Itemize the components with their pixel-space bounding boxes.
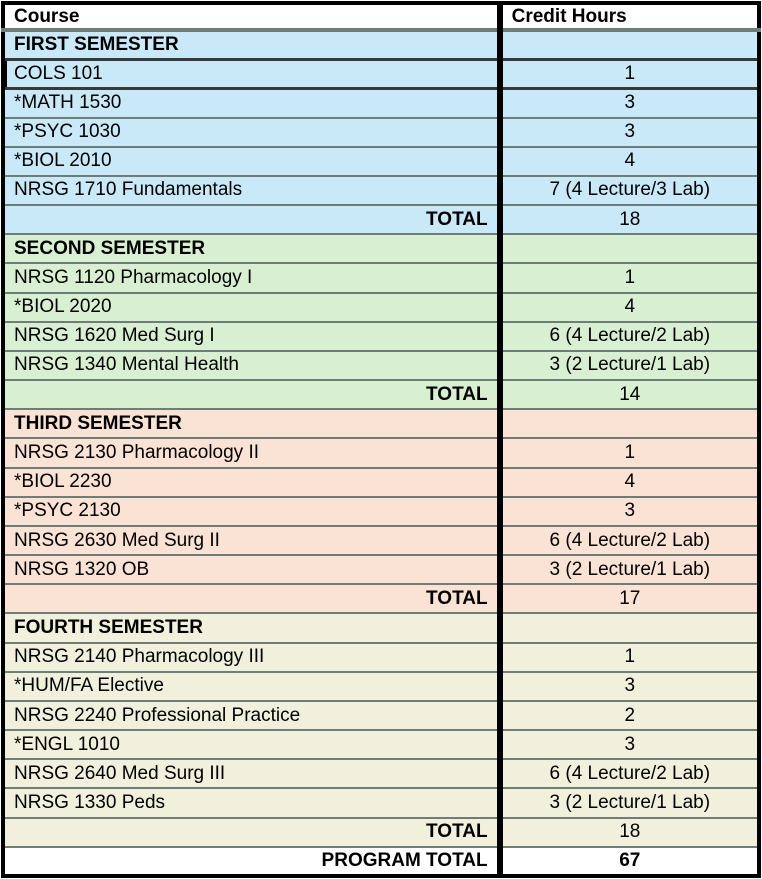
program-total-label-cell: PROGRAM TOTAL xyxy=(3,847,500,876)
course-cell: NRSG 2630 Med Surg II xyxy=(3,526,500,555)
course-cell: *PSYC 1030 xyxy=(3,118,500,147)
credit-hours-column-header: Credit Hours xyxy=(500,3,759,30)
credit-hours-cell: 3 xyxy=(500,672,759,701)
semester-total-row xyxy=(3,584,759,613)
course-row xyxy=(3,59,759,88)
course-cell: NRSG 1620 Med Surg I xyxy=(3,322,500,351)
course-column-header: Course xyxy=(3,3,500,30)
total-label-cell: TOTAL xyxy=(3,380,500,409)
credit-hours-cell: 1 xyxy=(500,263,759,292)
credit-hours-cell: 3 xyxy=(500,88,759,117)
course-cell: NRSG 2640 Med Surg III xyxy=(3,759,500,788)
semester-total-row xyxy=(3,818,759,847)
course-row xyxy=(3,759,759,788)
course-row xyxy=(3,293,759,322)
course-row xyxy=(3,701,759,730)
course-cell: NRSG 1320 OB xyxy=(3,555,500,584)
course-cell: NRSG 1710 Fundamentals xyxy=(3,176,500,205)
credit-hours-cell: 6 (4 Lecture/2 Lab) xyxy=(500,526,759,555)
course-cell: *HUM/FA Elective xyxy=(3,672,500,701)
course-cell: *BIOL 2230 xyxy=(3,468,500,497)
credit-hours-cell: 3 (2 Lecture/1 Lab) xyxy=(500,555,759,584)
curriculum-table xyxy=(1,1,761,878)
course-cell: COLS 101 xyxy=(3,59,500,88)
semester-title-cell: FOURTH SEMESTER xyxy=(3,613,500,642)
program-total-value-cell: 67 xyxy=(500,847,759,876)
course-row xyxy=(3,526,759,555)
total-label-cell: TOTAL xyxy=(3,584,500,613)
credit-hours-cell: 1 xyxy=(500,438,759,467)
semester-title-credit-cell xyxy=(500,30,759,59)
course-row xyxy=(3,263,759,292)
total-value-cell: 14 xyxy=(500,380,759,409)
total-value-cell: 18 xyxy=(500,818,759,847)
course-cell: *PSYC 2130 xyxy=(3,497,500,526)
course-row xyxy=(3,322,759,351)
credit-hours-cell: 3 (2 Lecture/1 Lab) xyxy=(500,788,759,817)
credit-hours-cell: 4 xyxy=(500,468,759,497)
credit-hours-cell: 3 xyxy=(500,730,759,759)
course-cell: *MATH 1530 xyxy=(3,88,500,117)
semester-header-row xyxy=(3,409,759,438)
course-cell: NRSG 1120 Pharmacology I xyxy=(3,263,500,292)
course-row xyxy=(3,788,759,817)
total-value-cell: 18 xyxy=(500,205,759,234)
program-total-row xyxy=(3,847,759,876)
course-row xyxy=(3,351,759,380)
course-cell: *BIOL 2010 xyxy=(3,147,500,176)
course-row xyxy=(3,497,759,526)
credit-hours-cell: 3 xyxy=(500,497,759,526)
course-cell: NRSG 2140 Pharmacology III xyxy=(3,643,500,672)
header-row xyxy=(3,3,759,30)
credit-hours-cell: 7 (4 Lecture/3 Lab) xyxy=(500,176,759,205)
credit-hours-cell: 4 xyxy=(500,293,759,322)
course-cell: NRSG 1330 Peds xyxy=(3,788,500,817)
course-row xyxy=(3,88,759,117)
course-cell: *ENGL 1010 xyxy=(3,730,500,759)
credit-hours-cell: 1 xyxy=(500,59,759,88)
course-row xyxy=(3,147,759,176)
table-header xyxy=(3,3,759,30)
credit-hours-cell: 6 (4 Lecture/2 Lab) xyxy=(500,759,759,788)
semester-title-cell: FIRST SEMESTER xyxy=(3,30,500,59)
course-row xyxy=(3,643,759,672)
credit-hours-cell: 2 xyxy=(500,701,759,730)
semester-header-row xyxy=(3,234,759,263)
total-label-cell: TOTAL xyxy=(3,818,500,847)
credit-hours-cell: 6 (4 Lecture/2 Lab) xyxy=(500,322,759,351)
total-label-cell: TOTAL xyxy=(3,205,500,234)
semester-header-row xyxy=(3,613,759,642)
total-value-cell: 17 xyxy=(500,584,759,613)
semester-title-cell: SECOND SEMESTER xyxy=(3,234,500,263)
course-cell: NRSG 2240 Professional Practice xyxy=(3,701,500,730)
credit-hours-cell: 3 (2 Lecture/1 Lab) xyxy=(500,351,759,380)
course-cell: *BIOL 2020 xyxy=(3,293,500,322)
credit-hours-cell: 1 xyxy=(500,643,759,672)
credit-hours-cell: 3 xyxy=(500,118,759,147)
semester-total-row xyxy=(3,380,759,409)
course-row xyxy=(3,555,759,584)
course-row xyxy=(3,672,759,701)
course-cell: NRSG 2130 Pharmacology II xyxy=(3,438,500,467)
course-row xyxy=(3,730,759,759)
course-row xyxy=(3,438,759,467)
semester-title-credit-cell xyxy=(500,234,759,263)
course-row xyxy=(3,118,759,147)
credit-hours-cell: 4 xyxy=(500,147,759,176)
course-row xyxy=(3,176,759,205)
semester-title-cell: THIRD SEMESTER xyxy=(3,409,500,438)
table-body xyxy=(3,30,759,876)
course-cell: NRSG 1340 Mental Health xyxy=(3,351,500,380)
semester-title-credit-cell xyxy=(500,613,759,642)
semester-header-row xyxy=(3,30,759,59)
semester-total-row xyxy=(3,205,759,234)
semester-title-credit-cell xyxy=(500,409,759,438)
course-row xyxy=(3,468,759,497)
